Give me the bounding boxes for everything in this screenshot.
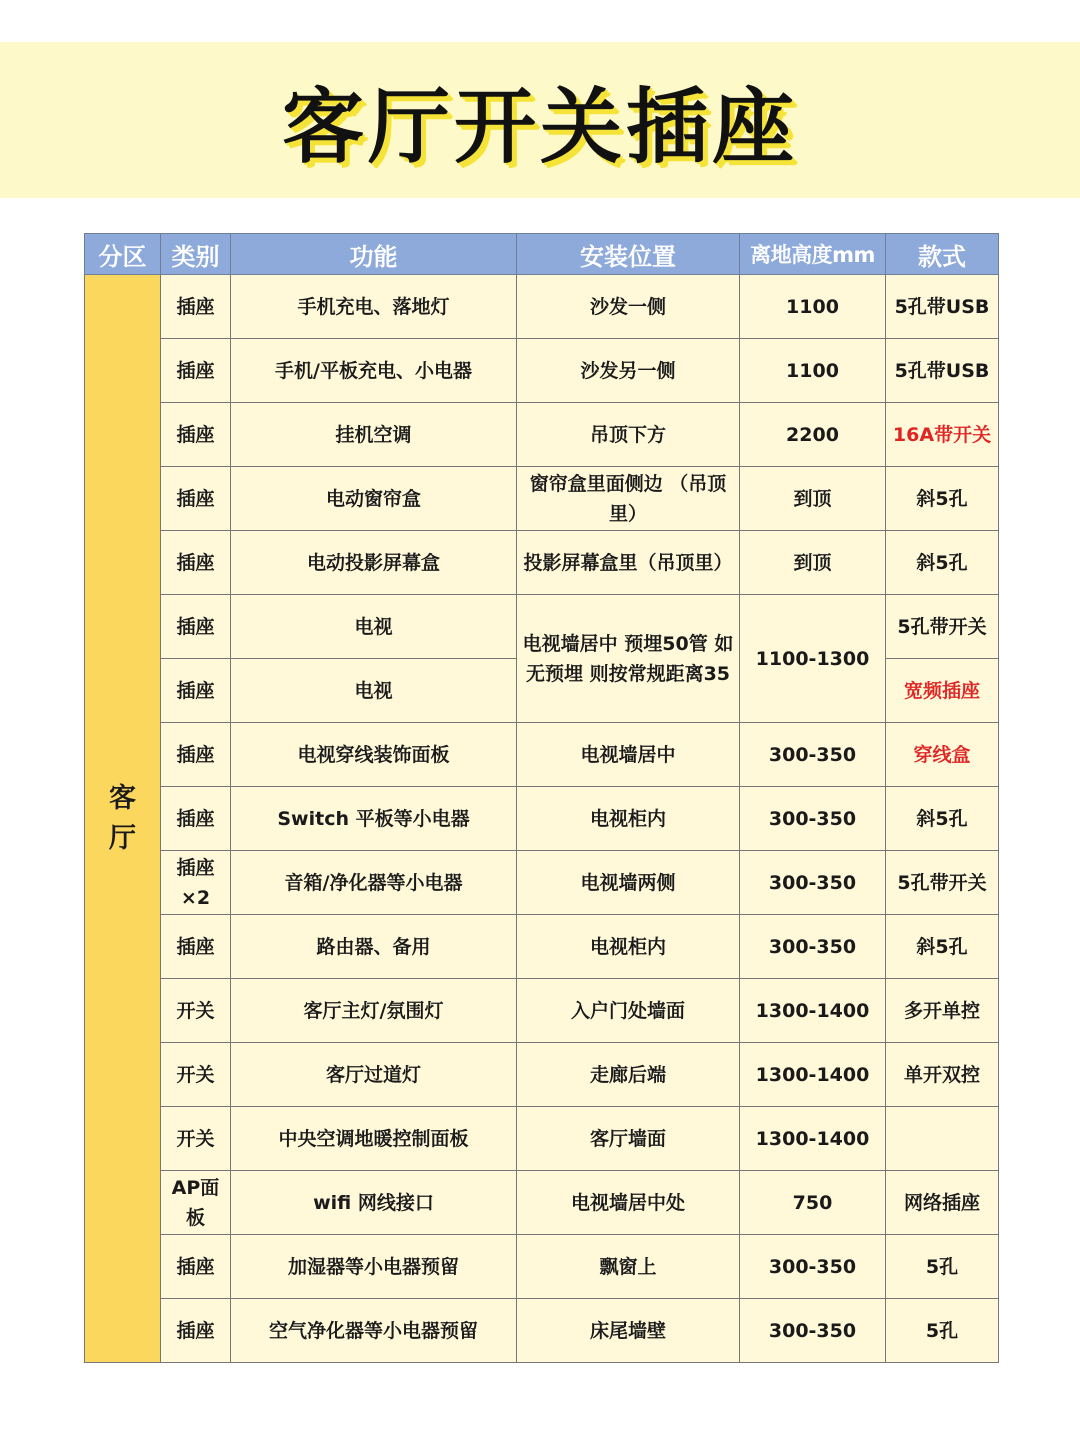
table-row [85,339,999,403]
style-cell-highlight: 穿线盒 [886,723,999,787]
height-cell: 750 [740,1171,886,1235]
header-height: 离地高度mm [740,234,886,275]
table-row [85,275,999,339]
category-cell: 开关 [161,1107,231,1171]
header-function: 功能 [231,234,517,275]
table-header-row [85,234,999,275]
table-row [85,1299,999,1363]
height-cell: 1100-1300 [740,595,886,723]
function-cell: 电动窗帘盒 [231,467,517,531]
height-cell: 300-350 [740,915,886,979]
category-cell: 开关 [161,1043,231,1107]
header-zone: 分区 [85,234,161,275]
category-cell: 插座×2 [161,851,231,915]
function-cell: 挂机空调 [231,403,517,467]
category-cell: 插座 [161,595,231,659]
category-cell: AP面板 [161,1171,231,1235]
socket-table [84,233,999,1363]
style-cell: 5孔带USB [886,275,999,339]
function-cell: Switch 平板等小电器 [231,787,517,851]
height-cell: 1300-1400 [740,1043,886,1107]
height-cell: 300-350 [740,723,886,787]
table-row [85,595,999,659]
category-cell: 插座 [161,1299,231,1363]
table-row [85,1171,999,1235]
height-cell: 到顶 [740,467,886,531]
function-cell: 手机充电、落地灯 [231,275,517,339]
height-cell: 1100 [740,339,886,403]
table-row [85,915,999,979]
function-cell: 电视 [231,595,517,659]
style-cell: 5孔带开关 [886,851,999,915]
location-cell: 飘窗上 [517,1235,740,1299]
function-cell: 电视穿线装饰面板 [231,723,517,787]
header-style: 款式 [886,234,999,275]
function-cell: 路由器、备用 [231,915,517,979]
height-cell: 300-350 [740,787,886,851]
location-cell: 电视墙居中 预埋50管 如无预埋 则按常规距离35 [517,595,740,723]
function-cell: 电视 [231,659,517,723]
category-cell: 插座 [161,275,231,339]
height-cell: 300-350 [740,1235,886,1299]
location-cell: 吊顶下方 [517,403,740,467]
category-cell: 插座 [161,915,231,979]
category-cell: 插座 [161,723,231,787]
style-cell: 单开双控 [886,1043,999,1107]
height-cell: 1100 [740,275,886,339]
location-cell: 沙发另一侧 [517,339,740,403]
function-cell: 加湿器等小电器预留 [231,1235,517,1299]
category-cell: 插座 [161,467,231,531]
location-cell: 电视墙居中处 [517,1171,740,1235]
height-cell: 1300-1400 [740,979,886,1043]
style-cell: 斜5孔 [886,787,999,851]
function-cell: 客厅主灯/氛围灯 [231,979,517,1043]
function-cell: 手机/平板充电、小电器 [231,339,517,403]
location-cell: 电视墙两侧 [517,851,740,915]
style-cell-highlight: 16A带开关 [886,403,999,467]
category-cell: 插座 [161,659,231,723]
page-title: 客厅开关插座 [281,80,798,175]
table-row [85,723,999,787]
table-row [85,851,999,915]
function-cell: 中央空调地暖控制面板 [231,1107,517,1171]
function-cell: 音箱/净化器等小电器 [231,851,517,915]
header-location: 安装位置 [517,234,740,275]
location-cell: 窗帘盒里面侧边 （吊顶里） [517,467,740,531]
function-cell: 空气净化器等小电器预留 [231,1299,517,1363]
style-cell-highlight: 宽频插座 [886,659,999,723]
location-cell: 电视墙居中 [517,723,740,787]
location-cell: 电视柜内 [517,787,740,851]
header-category: 类别 [161,234,231,275]
location-cell: 沙发一侧 [517,275,740,339]
category-cell: 开关 [161,979,231,1043]
height-cell: 2200 [740,403,886,467]
table-row [85,403,999,467]
style-cell: 5孔 [886,1299,999,1363]
function-cell: 客厅过道灯 [231,1043,517,1107]
height-cell: 300-350 [740,1299,886,1363]
location-cell: 电视柜内 [517,915,740,979]
category-cell: 插座 [161,1235,231,1299]
location-cell: 床尾墙壁 [517,1299,740,1363]
location-cell: 入户门处墙面 [517,979,740,1043]
table-row [85,787,999,851]
location-cell: 投影屏幕盒里（吊顶里） [517,531,740,595]
style-cell: 网络插座 [886,1171,999,1235]
style-cell: 斜5孔 [886,467,999,531]
function-cell: 电动投影屏幕盒 [231,531,517,595]
location-cell: 客厅墙面 [517,1107,740,1171]
height-cell: 到顶 [740,531,886,595]
style-cell: 斜5孔 [886,915,999,979]
style-cell: 斜5孔 [886,531,999,595]
style-cell: 5孔带USB [886,339,999,403]
style-cell: 5孔 [886,1235,999,1299]
function-cell: wifi 网线接口 [231,1171,517,1235]
table-row [85,1107,999,1171]
table-row [85,467,999,531]
category-cell: 插座 [161,403,231,467]
table-row [85,979,999,1043]
style-cell: 5孔带开关 [886,595,999,659]
category-cell: 插座 [161,531,231,595]
height-cell: 1300-1400 [740,1107,886,1171]
style-cell [886,1107,999,1171]
table-row [85,1235,999,1299]
table-row [85,1043,999,1107]
category-cell: 插座 [161,339,231,403]
location-cell: 走廊后端 [517,1043,740,1107]
zone-cell: 客厅 [85,275,161,1363]
table-row [85,531,999,595]
height-cell: 300-350 [740,851,886,915]
category-cell: 插座 [161,787,231,851]
style-cell: 多开单控 [886,979,999,1043]
